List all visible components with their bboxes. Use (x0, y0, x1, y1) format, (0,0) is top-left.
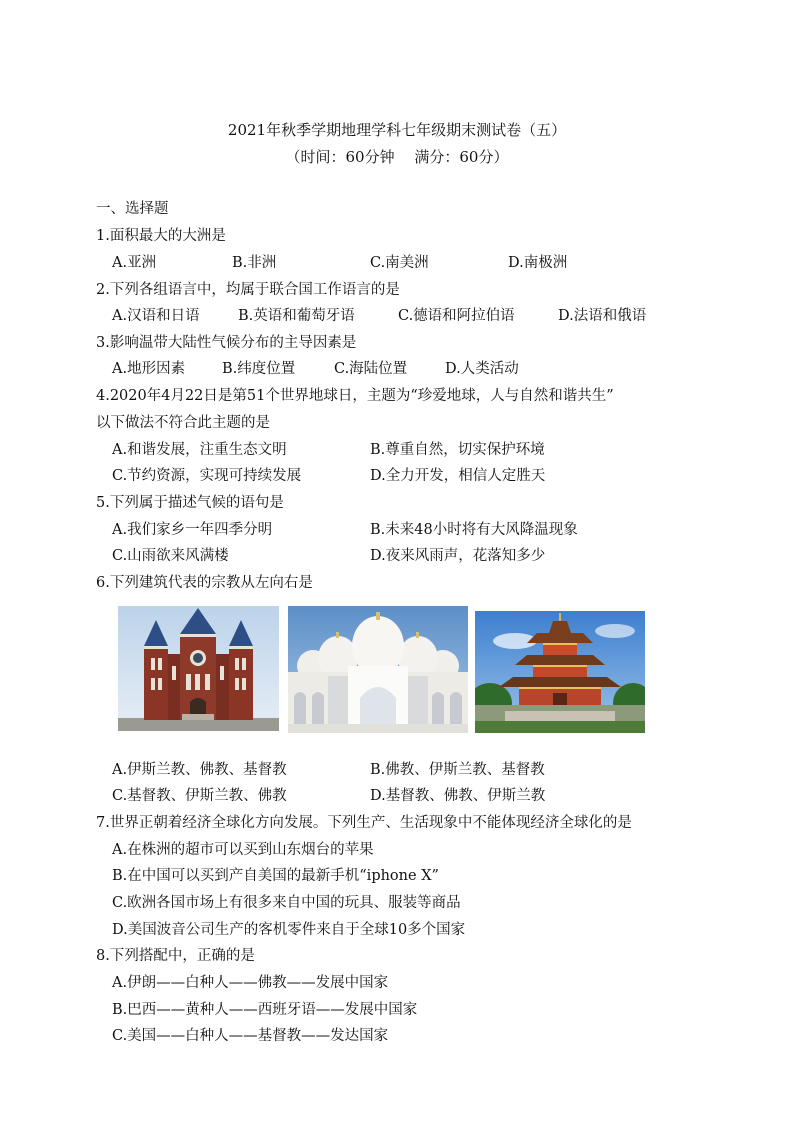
q6-option-c: C.基督教、伊斯兰教、佛教 (112, 788, 287, 804)
church-photo (118, 606, 279, 731)
q8-option-b: B.巴西——黄种人——西班牙语——发展中国家 (112, 1002, 418, 1018)
q5-option-a: A.我们家乡一年四季分明 (112, 522, 273, 538)
q1-option-a: A.亚洲 (112, 255, 157, 271)
q2-option-c: C.德语和阿拉伯语 (398, 308, 515, 324)
q5-option-c: C.山雨欲来风满楼 (112, 548, 229, 564)
q1-option-b: B.非洲 (232, 255, 277, 271)
q6-option-d: D.基督教、佛教、伊斯兰教 (370, 788, 546, 804)
q8-option-a: A.伊朗——白种人——佛教——发展中国家 (112, 975, 389, 991)
q2-option-a: A.汉语和日语 (112, 308, 200, 324)
q1-option-d: D.南极洲 (508, 255, 568, 271)
question-4-stem: 4.2020年4月22日是第51个世界地球日，主题为“珍爱地球，人与自然和谐共生” (96, 388, 614, 404)
q1-option-c: C.南美洲 (370, 255, 429, 271)
exam-subtitle: （时间：60分钟 满分：60分） (285, 148, 509, 166)
q2-option-b: B.英语和葡萄牙语 (238, 308, 355, 324)
exam-title: 2021年秋季学期地理学科七年级期末测试卷（五） (227, 121, 567, 139)
question-2-stem: 2.下列各组语言中，均属于联合国工作语言的是 (96, 282, 400, 298)
q4-option-d: D.全力开发，相信人定胜天 (370, 468, 546, 484)
question-8-stem: 8.下列搭配中，正确的是 (96, 948, 255, 964)
mosque-photo (288, 606, 468, 733)
q7-option-a: A.在株洲的超市可以买到山东烟台的苹果 (112, 842, 374, 858)
section-heading: 一、选择题 (96, 201, 169, 217)
buddhist-temple-photo (475, 611, 645, 733)
q3-option-d: D.人类活动 (445, 361, 519, 377)
question-7-stem: 7.世界正朝着经济全球化方向发展。下列生产、生活现象中不能体现经济全球化的是 (96, 815, 632, 831)
question-3-stem: 3.影响温带大陆性气候分布的主导因素是 (96, 335, 357, 351)
q7-option-b: B.在中国可以买到产自美国的最新手机“iphone X” (112, 868, 439, 884)
q7-option-c: C.欧洲各国市场上有很多来自中国的玩具、服装等商品 (112, 895, 461, 911)
q3-option-b: B.纬度位置 (222, 361, 296, 377)
q4-option-c: C.节约资源，实现可持续发展 (112, 468, 302, 484)
question-1-stem: 1.面积最大的大洲是 (96, 228, 226, 244)
q3-option-a: A.地形因素 (112, 361, 186, 377)
question-4-stem-continued: 以下做法不符合此主题的是 (96, 415, 270, 431)
question-5-stem: 5.下列属于描述气候的语句是 (96, 495, 284, 511)
q5-option-d: D.夜来风雨声，花落知多少 (370, 548, 546, 564)
q6-option-a: A.伊斯兰教、佛教、基督教 (112, 762, 287, 778)
q4-option-b: B.尊重自然，切实保护环境 (370, 442, 545, 458)
q7-option-d: D.美国波音公司生产的客机零件来自于全球10多个国家 (112, 922, 466, 938)
q2-option-d: D.法语和俄语 (558, 308, 647, 324)
question-6-stem: 6.下列建筑代表的宗教从左向右是 (96, 575, 313, 591)
q6-option-b: B.佛教、伊斯兰教、基督教 (370, 762, 545, 778)
q5-option-b: B.未来48小时将有大风降温现象 (370, 522, 578, 538)
q4-option-a: A.和谐发展，注重生态文明 (112, 442, 287, 458)
q8-option-c: C.美国——白种人——基督教——发达国家 (112, 1028, 389, 1044)
q3-option-c: C.海陆位置 (334, 361, 408, 377)
